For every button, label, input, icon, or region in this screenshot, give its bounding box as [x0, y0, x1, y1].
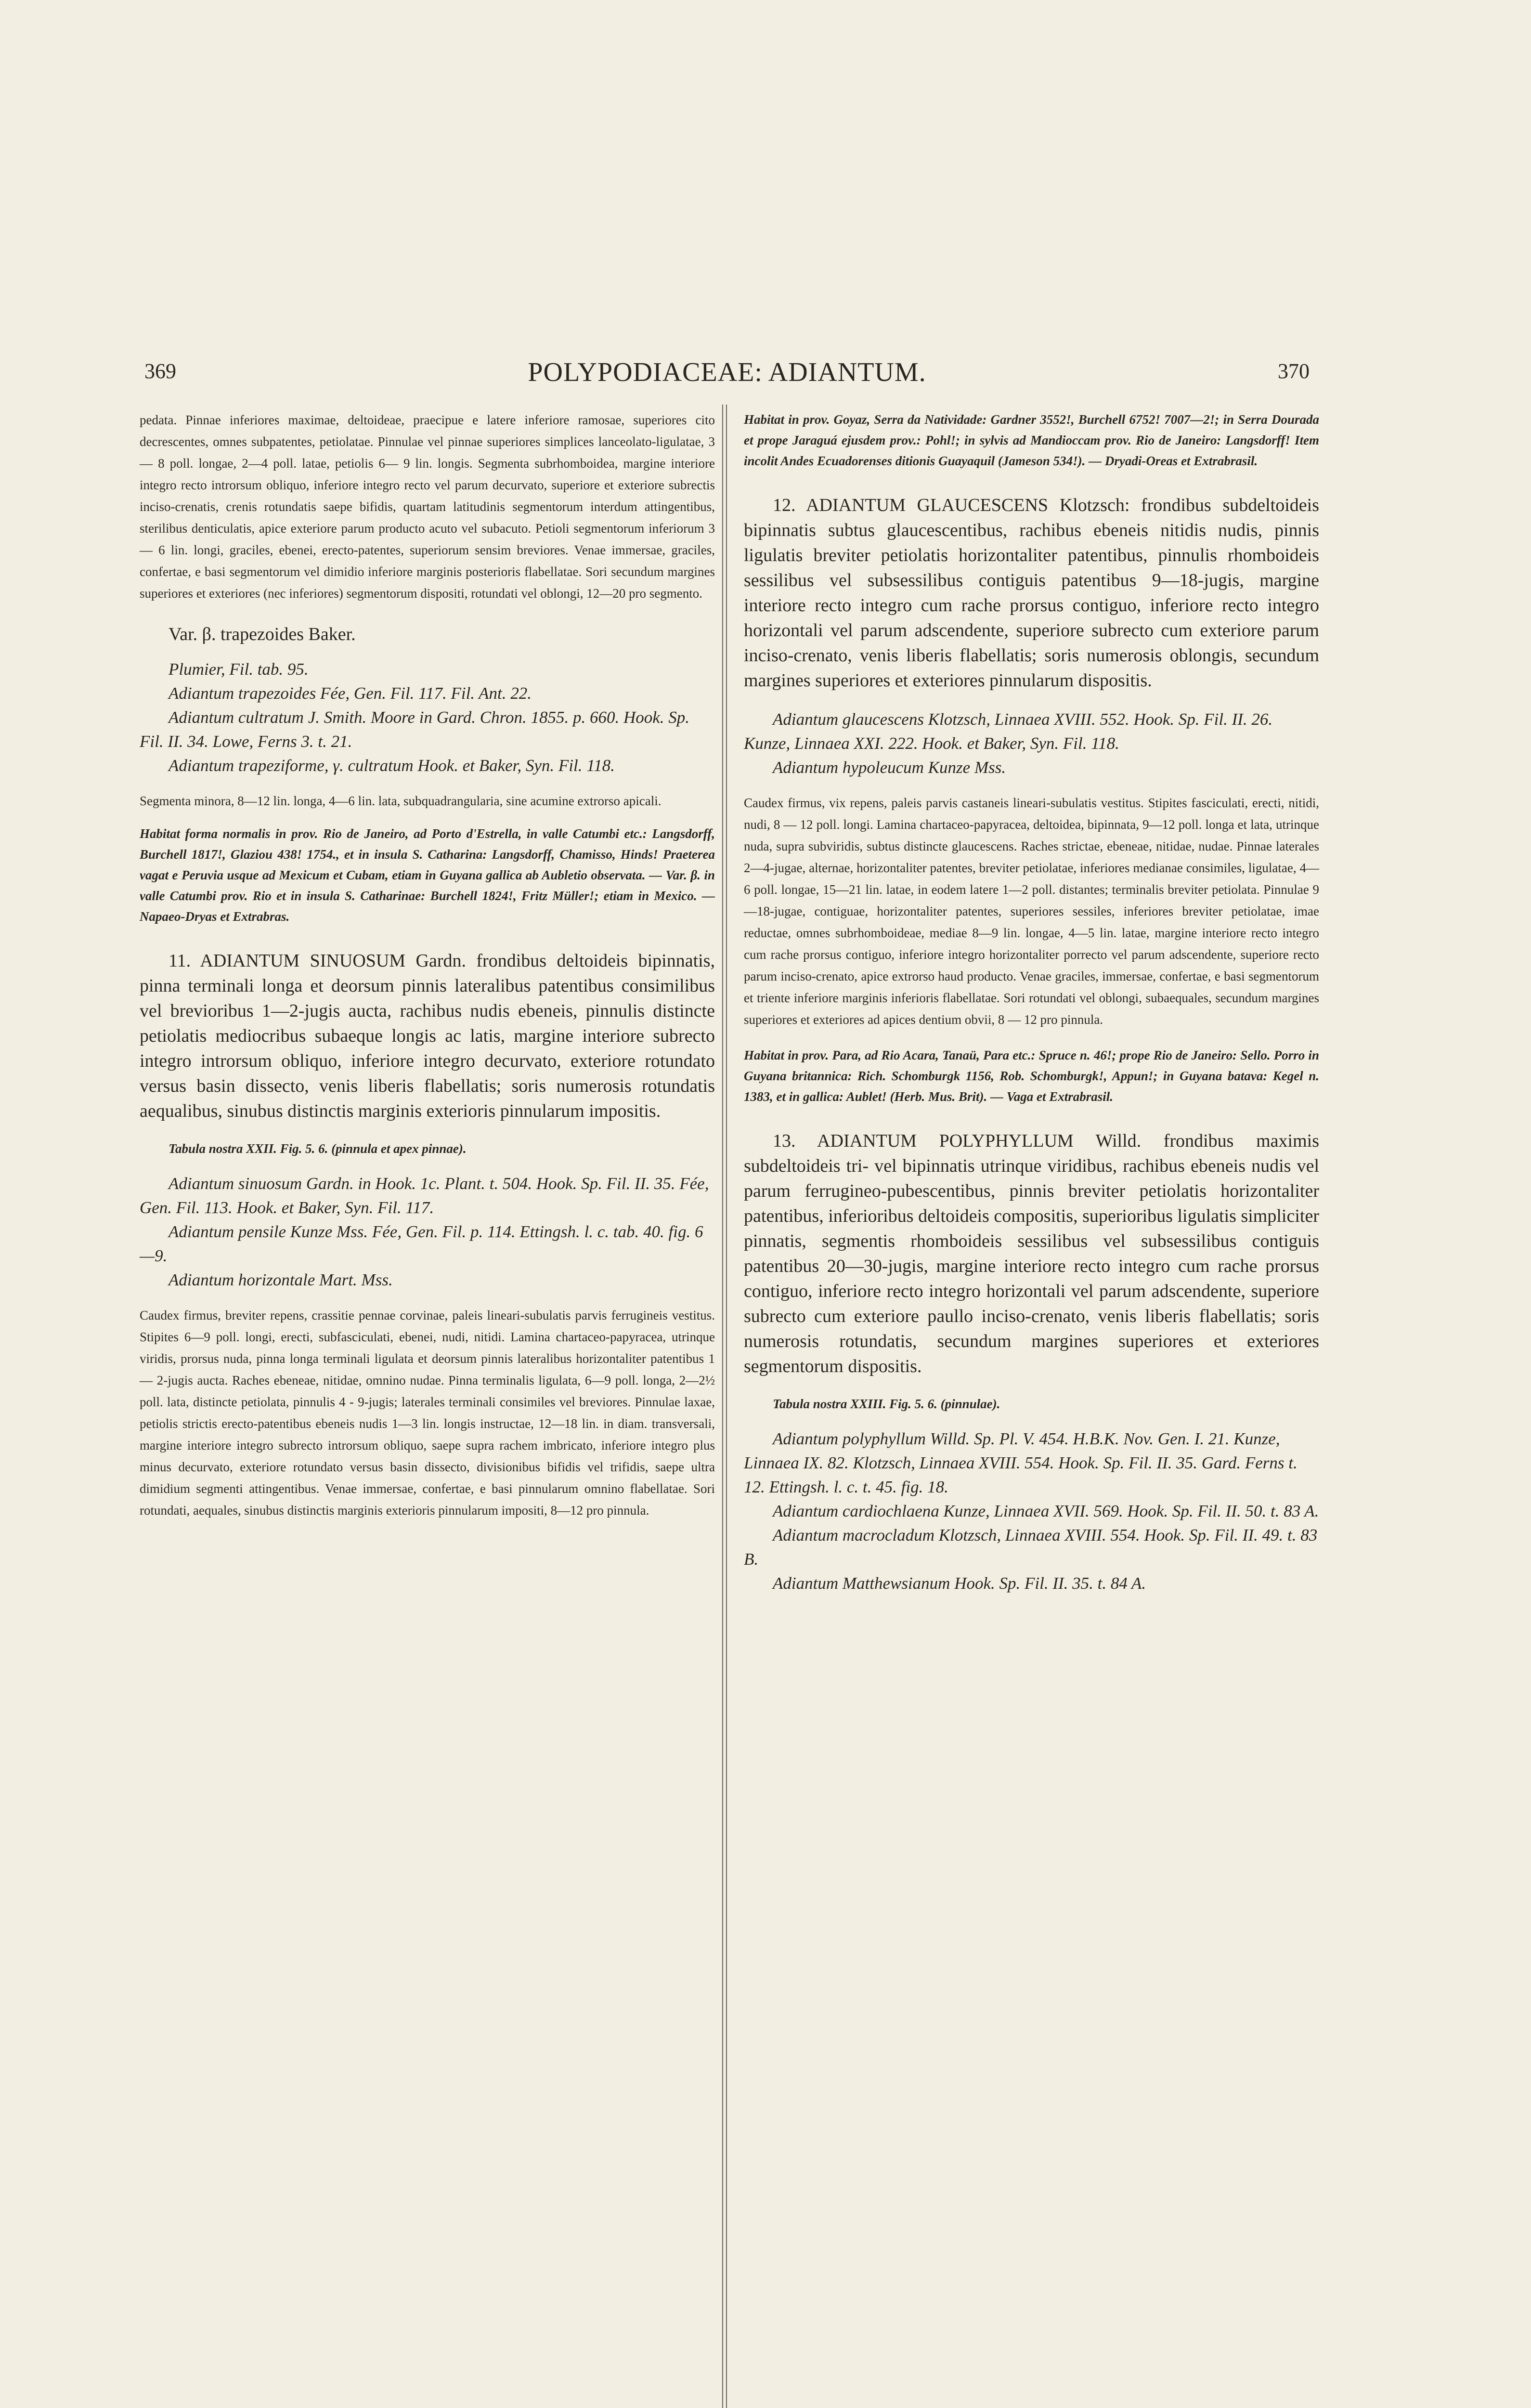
reference-line: Adiantum hypoleucum Kunze Mss. [773, 758, 1006, 777]
reference-line: Adiantum horizontale Mart. Mss. [169, 1270, 393, 1289]
variety-references [140, 657, 715, 778]
variety-heading: Var. β. trapezoides Baker. [169, 624, 356, 644]
reference-line: Adiantum glaucescens Klotzsch, Linnaea XVIII. 552. Hook. Sp. Fil. II. 26. Kunze, Linnaea XXI. 222. Hook. et Baker, Syn. Fil. 118. [744, 710, 1273, 753]
continued-description: pedata. Pinnae inferiores maximae, deltoideae, praecipue e latere inferiore ramosae, superiores cito decrescentes, omnes subpatentes, petiolatae. Pinnulae vel pinnae superiores simplices lanceolato-ligulatae, 3 — 8 poll. longae, 2—4 poll. latae, petiolis 6— 9 lin. longis. Segmenta subrhomboidea, margine interiore integro recto introrsum obliquo, inferiore integro recto vel parum decurvato, superiore et exteriore subrectis inciso-crenatis, crenis rotundatis saepe bifidis, quartam latitudinis segmentorum interdum attingentibus, sterilibus denticulatis, apice exteriore parum producto acuto vel subacuto. Petioli segmentorum inferiorum 3 — 6 lin. longi, graciles, ebenei, erecto-patentes, superiorum sensim breviores. Venae immersae, graciles, confertae, e basi segmentorum vel dimidio inferiore marginis posterioris flabellatae. Sori secundum margines superiores et exteriores (nec inferiores) segmentorum dispositi, rotundati vel oblongi, 12—20 pro segmento. [140, 413, 715, 601]
species-12-references [744, 707, 1319, 780]
habitat-paragraph: Habitat forma normalis in prov. Rio de Janeiro, ad Porto d'Estrella, in valle Catumbi etc.: Langsdorff, Burchell 1817!, Glaziou 438! 1754., et in insula S. Catharina: Langsdorff, Chamisso, Hinds! Praeterea vagat e Peruvia usque ad Mexicum et Cubam, etiam in Guyana gallica ab Aubletio observata. — Var. β. in valle Catumbi prov. Rio et in insula S. Catharinae: Burchell 1824!, Fritz Müller!; etiam in Mexico. — Napaeo-Dryas et Extrabras. [140, 826, 715, 924]
reference-line: Adiantum polyphyllum Willd. Sp. Pl. V. 454. H.B.K. Nov. Gen. I. 21. Kunze, Linnaea IX. 82. Klotzsch, Linnaea XVIII. 554. Hook. Sp. Fil. II. 35. Gard. Ferns t. 12. Ettingsh. l. c. t. 45. fig. 18. [744, 1429, 1297, 1496]
reference-line: Adiantum trapeziforme, γ. cultratum Hook. et Baker, Syn. Fil. 118. [169, 756, 615, 775]
reference-line: Adiantum sinuosum Gardn. in Hook. 1c. Plant. t. 504. Hook. Sp. Fil. II. 35. Fée, Gen. Fil. 113. Hook. et Baker, Syn. Fil. 117. [140, 1174, 709, 1217]
right-page-number: 370 [1278, 359, 1310, 383]
variety-description: Segmenta minora, 8—12 lin. longa, 4—6 lin. lata, subquadrangularia, sine acumine extrorso apicali. [140, 794, 662, 808]
running-title: POLYPODIACEAE: ADIANTUM. [528, 357, 926, 387]
species-13-plate-reference: Tabula nostra XXIII. Fig. 5. 6. (pinnulae). [773, 1397, 1000, 1411]
reference-line: Adiantum trapezoides Fée, Gen. Fil. 117. Fil. Ant. 22. [169, 684, 532, 703]
species-11-description: Caudex firmus, breviter repens, crassitie pennae corvinae, paleis lineari-subulatis parvis ferrugineis vestitus. Stipites 6—9 poll. longi, erecti, subfasciculati, ebenei, nudi, nitidi. Lamina chartaceo-papyracea, utrinque viridis, prorsus nuda, pinna longa terminali ligulata et deorsum pinnis lateralibus horizontaliter patentibus 1 — 2-jugis aucta. Raches ebeneae, nitidae, omnino nudae. Pinna terminalis ligulata, 6—9 poll. longa, 2—2½ poll. lata, distincte petiolata, pinnulis 4 - 9-jugis; laterales terminali consimiles vel breviores. Pinnulae laxae, petiolis strictis erecto-patentibus ebeneis nudis 1—3 lin. longis instructae, 12—18 lin. in diam. transversali, margine interiore integro subrecto introrsum obliquo, saepe supra rachem imbricato, inferiore integro plus minus decurvato, exteriore rotundato versus basin dissecto, divisionibus bifidis vel trifidis, saepe ultra dimidium segmenti attingentibus. Venae immersae, confertae, e basi pinnularum omnino flabellatae. Sori rotundati, aequales, sinubus distinctis marginis exterioris pinnularum impositi, 8—12 pro pinnula. [140, 1308, 715, 1518]
species-11-diagnosis: 11. ADIANTUM SINUOSUM Gardn. frondibus deltoideis bipinnatis, pinna terminali longa et deorsum pinnis lateralibus patentibus consimilibus vel brevioribus 1—2-jugis aucta, rachibus nudis ebeneis, pinnulis distincte petiolatis mediocribus subaeque longis ac latis, margine interiore subrecto integro introrsum obliquo, inferiore integro decurvato, exteriore rotundato versus basin dissecto, venis liberis flabellatis; soris numerosis rotundatis aequalibus, sinubus distinctis marginis exterioris pinnularum impositis. [140, 951, 715, 1121]
left-page-number: 369 [144, 359, 176, 383]
right-column [744, 409, 1319, 1608]
reference-line: Adiantum macrocladum Klotzsch, Linnaea XVIII. 554. Hook. Sp. Fil. II. 49. t. 83 B. [744, 1526, 1318, 1569]
species-12-description: Caudex firmus, vix repens, paleis parvis castaneis lineari-subulatis vestitus. Stipites fasciculati, erecti, nitidi, nudi, 8 — 12 poll. longi. Lamina chartaceo-papyracea, deltoidea, bipinnata, 9—12 poll. longa et lata, utrinque nuda, supra subviridis, subtus distincte glaucescens. Raches strictae, ebeneae, nitidae, nudae. Pinnae laterales 2—4-jugae, alternae, horizontaliter patentes, breviter petiolatae, inferiores medianae consimiles, ligulatae, 4—6 poll. longae, 15—21 lin. latae, in eodem latere 1—2 poll. distantes; terminalis breviter petiolata. Pinnulae 9—18-jugae, contiguae, horizontaliter patentes, superiores sessiles, inferiores breviter petiolatae, imae reductae, omnes subrhomboideae, mediae 8—9 lin. longae, 4—5 lin. latae, margine interiore recto integro cum rache prorsus contiguo, inferiore integro horizontaliter porrecto vel parum adscendente, superiore recto parum inciso-crenato, apice extrorso haud producto. Venae graciles, immersae, confertae, e basi segmentorum et triente inferiore marginis inferioris flabellatae. Sori rotundati vel oblongi, subaequales, secundum margines superiores et exteriores ad apices dentium obvii, 8 — 12 pro pinnula. [744, 796, 1319, 1027]
reference-line: Plumier, Fil. tab. 95. [169, 660, 309, 679]
species-13-references [744, 1427, 1319, 1596]
reference-line: Adiantum Matthewsianum Hook. Sp. Fil. II. 35. t. 84 A. [773, 1574, 1146, 1593]
reference-line: Adiantum pensile Kunze Mss. Fée, Gen. Fil. p. 114. Ettingsh. l. c. tab. 40. fig. 6—9. [140, 1222, 703, 1265]
reference-line: Adiantum cultratum J. Smith. Moore in Gard. Chron. 1855. p. 660. Hook. Sp. Fil. II. 34. Lowe, Ferns 3. t. 21. [140, 708, 690, 751]
running-header [144, 359, 1310, 393]
species-11-habitat: Habitat in prov. Goyaz, Serra da Natividade: Gardner 3552!, Burchell 6752! 7007—2!; in Serra Dourada et prope Jaraguá ejusdem prov.: Pohl!; in sylvis ad Mandioccam prov. Rio de Janeiro: Langsdorff! Item incolit Andes Ecuadorenses ditionis Guayaquil (Jameson 534!). — Dryadi-Oreas et Extrabrasil. [744, 412, 1319, 468]
species-12-diagnosis: 12. ADIANTUM GLAUCESCENS Klotzsch: frondibus subdeltoideis bipinnatis subtus glaucescentibus, rachibus ebeneis nitidis nudis, pinnis ligulatis breviter petiolatis horizontaliter patentibus, pinnulis rhomboideis sessilibus vel subsessilibus contiguis patentibus 9—18-jugis, margine interiore recto integro cum rache prorsus contiguo, inferiore recto integro horizontali vel parum adscendente, superiore subrecto cum exteriore parum inciso-crenato, venis liberis flabellatis; soris numerosis oblongis, secundum margines superiores et exteriores pinnularum dispositis. [744, 495, 1319, 691]
column-divider [722, 405, 723, 2408]
reference-line: Adiantum cardiochlaena Kunze, Linnaea XVII. 569. Hook. Sp. Fil. II. 50. t. 83 A. [773, 1502, 1319, 1520]
species-13-diagnosis: 13. ADIANTUM POLYPHYLLUM Willd. frondibus maximis subdeltoideis tri- vel bipinnatis utrinque viridibus, rachibus ebeneis nudis vel parum ferrugineo-pubescentibus, pinnis breviter petiolatis horizontaliter patentibus, inferioribus deltoideis compositis, superioribus ligulatis simpliciter pinnatis, segmentis rhomboideis sessilibus vel subsessilibus contiguis patentibus 20—30-jugis, margine interiore recto integro cum rache prorsus contiguo, inferiore recto integro horizontali vel parum adscendente, superiore subrecto cum exteriore paullo inciso-crenato, venis liberis flabellatis; soris numerosis rotundatis, secundum margines superiores et exteriores segmentorum dispositis. [744, 1131, 1319, 1376]
species-11-references [140, 1172, 715, 1292]
column-divider-inner [726, 405, 727, 2408]
species-12-habitat: Habitat in prov. Para, ad Rio Acara, Tanaü, Para etc.: Spruce n. 46!; prope Rio de Janeiro: Sello. Porro in Guyana britannica: Rich. Schomburgk 1156, Rob. Schomburgk!, Appun!; in Guyana batava: Kegel n. 1383, et in gallica: Aublet! (Herb. Mus. Brit). — Vaga et Extrabrasil. [744, 1048, 1319, 1104]
species-11-plate-reference: Tabula nostra XXII. Fig. 5. 6. (pinnula et apex pinnae). [169, 1141, 467, 1156]
left-column [140, 409, 715, 1536]
